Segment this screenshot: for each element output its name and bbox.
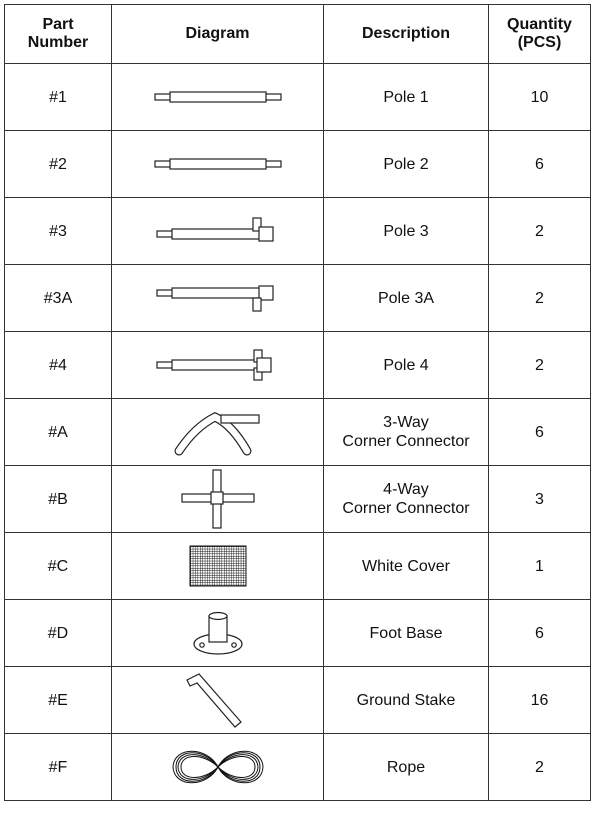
pole-3a-icon [112, 283, 323, 313]
table-row [5, 600, 591, 667]
quantity-cell: 6 [489, 399, 591, 466]
description-line: Rope [386, 758, 426, 776]
description-cell [324, 131, 489, 198]
table-row [5, 265, 591, 332]
table-row [5, 131, 591, 198]
parts-list-table [4, 4, 591, 801]
diagram-cell [112, 533, 324, 600]
description-line: Pole 3 [383, 222, 429, 240]
table-row [5, 332, 591, 399]
description-cell [324, 332, 489, 399]
table-row [5, 399, 591, 466]
three-way-connector-icon [112, 407, 323, 457]
pole-1-icon [112, 87, 323, 107]
header-description: Description [324, 5, 489, 64]
diagram-cell [112, 600, 324, 667]
table-row [5, 533, 591, 600]
diagram-cell [112, 198, 324, 265]
description-cell [324, 399, 489, 466]
table-row [5, 667, 591, 734]
header-part-number-line-2: Number [27, 34, 89, 51]
description-line: Ground Stake [356, 691, 456, 709]
diagram-cell [112, 64, 324, 131]
description-cell [324, 466, 489, 533]
header-row [5, 5, 591, 64]
quantity-cell: 6 [489, 600, 591, 667]
description-line: Pole 4 [383, 356, 429, 374]
part-number-cell: #D [5, 600, 112, 667]
diagram-cell [112, 265, 324, 332]
quantity-cell: 6 [489, 131, 591, 198]
quantity-cell: 2 [489, 198, 591, 265]
quantity-cell: 3 [489, 466, 591, 533]
part-number-cell: #1 [5, 64, 112, 131]
description-cell [324, 198, 489, 265]
part-number-cell: #3A [5, 265, 112, 332]
quantity-cell: 1 [489, 533, 591, 600]
description-line: Corner Connector [342, 500, 470, 517]
quantity-cell: 16 [489, 667, 591, 734]
description-cell [324, 533, 489, 600]
diagram-cell [112, 734, 324, 801]
pole-2-icon [112, 154, 323, 174]
quantity-cell: 2 [489, 332, 591, 399]
description-line: 4-Way [383, 481, 429, 498]
table-row [5, 466, 591, 533]
table-row [5, 198, 591, 265]
header-part-number-line-1: Part [42, 16, 74, 33]
diagram-cell [112, 332, 324, 399]
description-cell [324, 265, 489, 332]
description-line: Pole 1 [383, 88, 429, 106]
description-cell [324, 600, 489, 667]
part-number-cell: #F [5, 734, 112, 801]
description-cell [324, 667, 489, 734]
description-cell [324, 734, 489, 801]
part-number-cell: #4 [5, 332, 112, 399]
rope-icon [112, 744, 323, 790]
diagram-cell [112, 131, 324, 198]
part-number-cell: #C [5, 533, 112, 600]
description-line: Pole 3A [377, 289, 435, 307]
description-line: Corner Connector [342, 433, 470, 450]
quantity-cell: 10 [489, 64, 591, 131]
header-quantity-line-1: Quantity [507, 16, 572, 33]
ground-stake-icon [112, 670, 323, 730]
pole-3-icon [112, 216, 323, 246]
part-number-cell: #2 [5, 131, 112, 198]
diagram-cell [112, 466, 324, 533]
mesh-cover-icon [112, 544, 323, 588]
quantity-cell: 2 [489, 265, 591, 332]
header-diagram: Diagram [112, 5, 324, 64]
pole-4-icon [112, 348, 323, 382]
header-quantity-line-2: (PCS) [517, 34, 562, 51]
header-quantity [489, 5, 591, 64]
foot-base-icon [112, 608, 323, 658]
table-row [5, 734, 591, 801]
part-number-cell: #B [5, 466, 112, 533]
description-line: White Cover [361, 557, 451, 575]
description-line: Foot Base [369, 624, 443, 642]
diagram-cell [112, 399, 324, 466]
part-number-cell: #A [5, 399, 112, 466]
quantity-cell: 2 [489, 734, 591, 801]
description-cell [324, 64, 489, 131]
diagram-cell [112, 667, 324, 734]
description-line: 3-Way [383, 414, 429, 431]
four-way-connector-icon [112, 468, 323, 530]
table-row [5, 64, 591, 131]
part-number-cell: #E [5, 667, 112, 734]
header-part-number [5, 5, 112, 64]
part-number-cell: #3 [5, 198, 112, 265]
description-line: Pole 2 [383, 155, 429, 173]
